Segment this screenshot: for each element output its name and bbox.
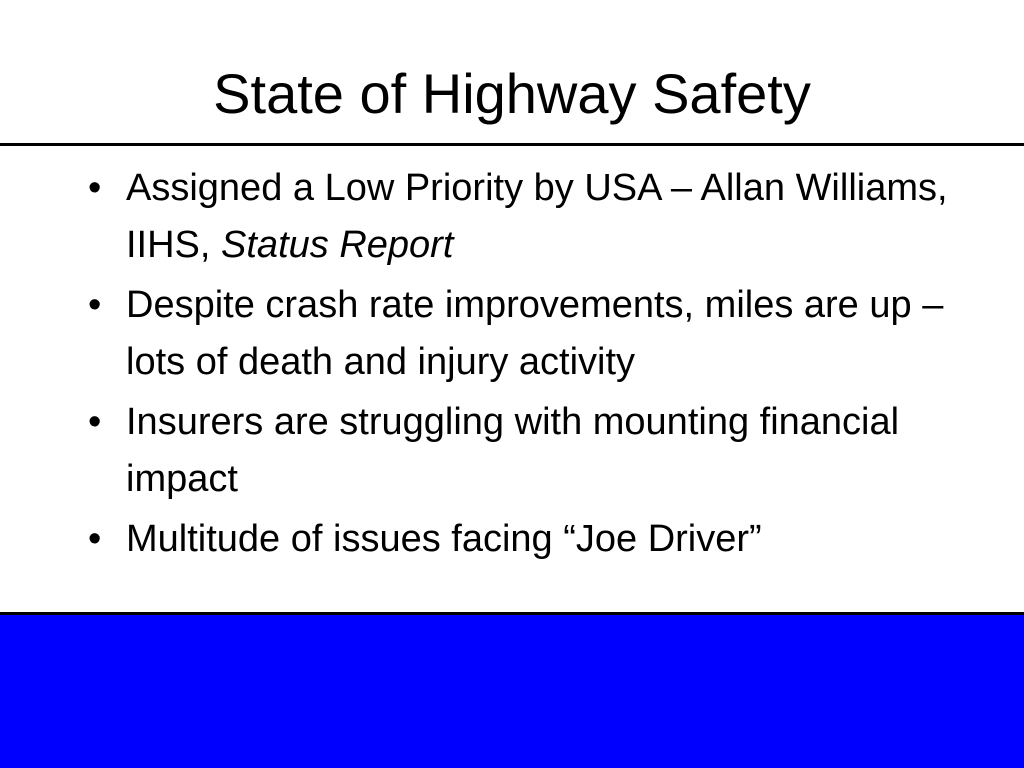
bullet-marker: • (88, 518, 102, 560)
title-divider (0, 143, 1024, 146)
bullet-marker: • (88, 284, 102, 326)
bullet-list (88, 160, 948, 571)
bullet-text: Insurers are struggling with mounting financial impact (126, 401, 900, 500)
bullet-text: Despite crash rate improvements, miles are up – lots of death and injury activity (126, 284, 944, 383)
bullet-item (88, 394, 948, 508)
slide-title: State of Highway Safety (213, 62, 811, 125)
footer-band (0, 612, 1024, 768)
bullet-item (88, 511, 948, 568)
bullet-marker: • (88, 401, 102, 443)
bullet-text: Multitude of issues facing “Joe Driver” (126, 518, 762, 560)
bullet-text: Assigned a Low Priority by USA – Allan Williams, IIHS, (126, 167, 948, 266)
bullet-marker: • (88, 167, 102, 209)
bullet-italic-text: Status Report (221, 224, 454, 266)
bullet-item (88, 160, 948, 274)
bullet-item (88, 277, 948, 391)
